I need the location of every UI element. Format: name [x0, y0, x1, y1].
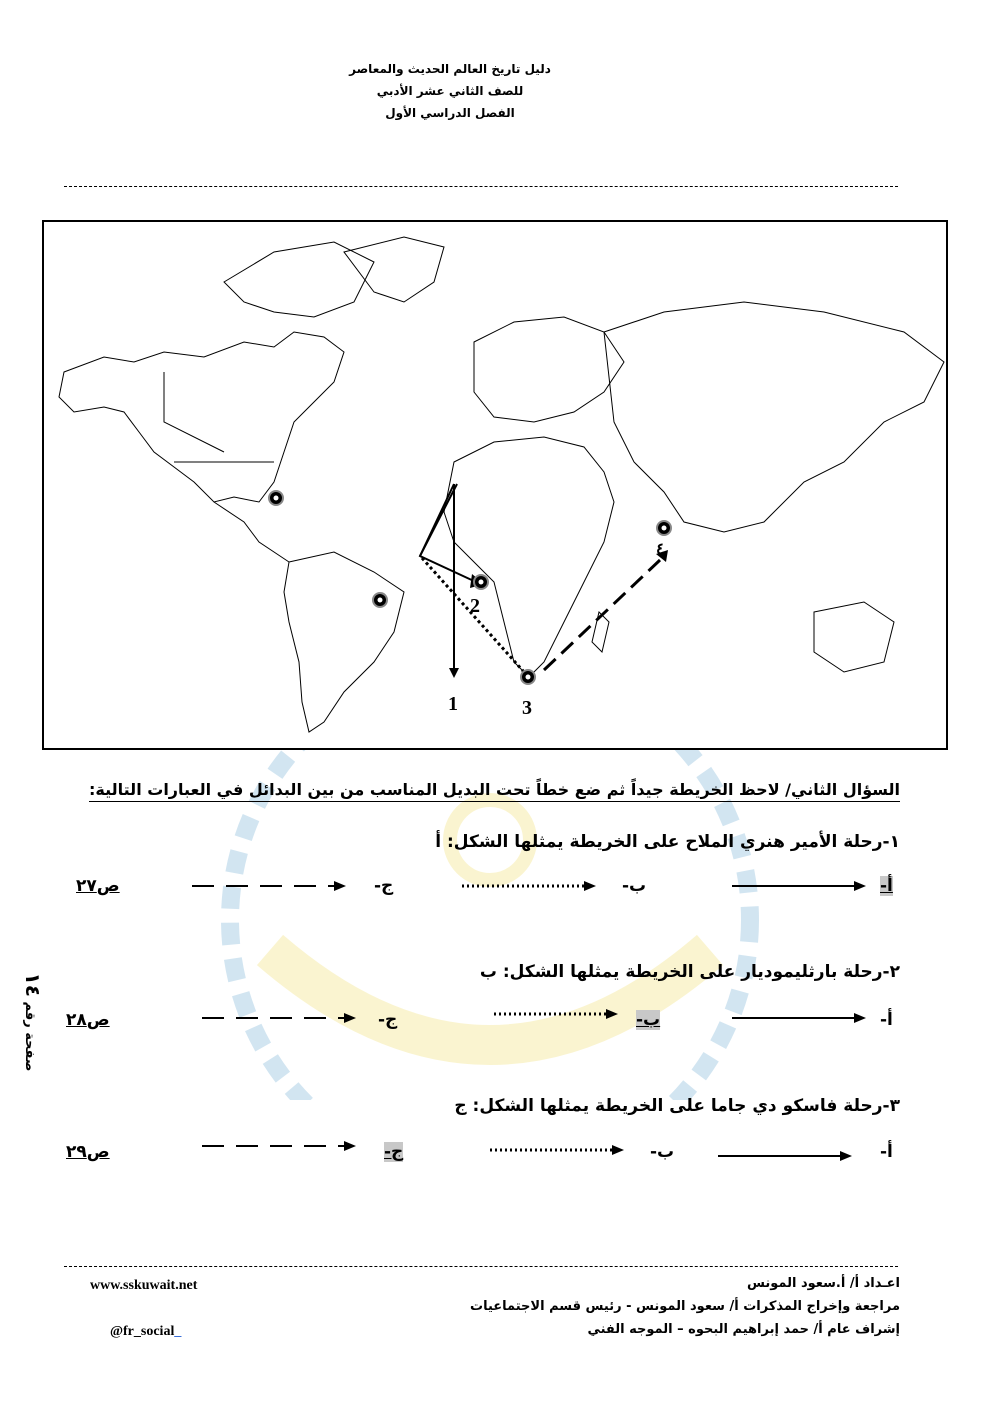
route-4: [544, 550, 668, 670]
europe-outline: [474, 317, 624, 422]
item-2-dotted-arrow: [492, 1004, 622, 1024]
header-line-3: الفصل الدراسي الأول: [385, 106, 515, 120]
side-page-number: [8, 970, 48, 1080]
item-3-option-c[interactable]: ج-: [384, 1142, 404, 1162]
map-label-2: 2: [470, 595, 480, 617]
footer-social[interactable]: [110, 1324, 181, 1340]
world-map-drawing: [44, 222, 946, 748]
item-3-solid-arrow: [716, 1146, 856, 1166]
item-2-option-a[interactable]: أ-: [880, 1010, 893, 1030]
item-2-page-ref: ص٢٨: [66, 1010, 110, 1030]
item-2-solid-arrow: [730, 1008, 870, 1028]
footer-social-handle: @fr_social: [110, 1324, 175, 1339]
header-line-1: دليل تاريخ العالم الحديث والمعاصر: [349, 62, 551, 76]
item-3-dotted-arrow: [488, 1140, 628, 1160]
item-3-option-a[interactable]: أ-: [880, 1142, 893, 1162]
map-label-3: 3: [522, 697, 532, 719]
side-page-value: ١٤: [21, 972, 45, 997]
africa-outline: [444, 437, 614, 677]
item-3-option-b[interactable]: ب-: [650, 1142, 675, 1162]
item-1-option-b[interactable]: ب-: [622, 876, 647, 896]
map-label-1: 1: [448, 693, 458, 715]
item-1-option-a[interactable]: أ-: [880, 876, 893, 896]
question-item-1: ١-رحلة الأمير هنري الملاح على الخريطة يمثلها الشكل: أ: [435, 832, 900, 852]
side-page-label: صفحة رقم: [22, 1001, 37, 1072]
footer-supervision: إشراف عام أ/ حمد إبراهيم البحوه – الموجه الفني: [587, 1322, 900, 1337]
south-america-outline: [284, 552, 404, 732]
route-1: [449, 484, 459, 678]
item-2-dashed-arrow: [200, 1008, 360, 1028]
item-1-option-c[interactable]: ج-: [374, 876, 394, 896]
header-line-2: للصف الثاني عشر الأدبي: [376, 84, 524, 98]
item-1-dotted-arrow: [460, 876, 600, 896]
item-1-page-ref: ص٢٧: [76, 876, 120, 896]
north-america-outline: [59, 332, 344, 502]
watermark-logo: [150, 720, 830, 1100]
world-map: [42, 220, 948, 750]
item-1-dashed-arrow: [190, 876, 350, 896]
footer-review: مراجعة وإخراج المذكرات أ/ سعود المونس - رئيس قسم الاجتماعيات: [470, 1299, 900, 1314]
footer-prepared: اعـداد أ/ أ.سعود المونس: [747, 1276, 900, 1291]
footer-website[interactable]: www.sskuwait.net: [90, 1278, 198, 1293]
item-1-solid-arrow: [730, 876, 870, 896]
item-2-option-b[interactable]: ب-: [636, 1010, 661, 1030]
asia-outline: [604, 302, 944, 532]
item-2-option-c[interactable]: ج-: [378, 1010, 398, 1030]
question-item-3: ٣-رحلة فاسكو دي جاما على الخريطة يمثلها الشكل: ج: [454, 1096, 900, 1116]
header-divider: [64, 186, 898, 187]
question-item-2: ٢-رحلة بارثليموديار على الخريطة يمثلها الشكل: ب: [479, 962, 900, 982]
map-label-4: ٤: [656, 541, 665, 558]
footer-divider: [64, 1266, 898, 1267]
question-title: السؤال الثاني/ لاحظ الخريطة جيداً ثم ضع خطاً تحت البديل المناسب من بين البدائل في العبارات التالية:: [89, 780, 900, 802]
item-3-dashed-arrow: [200, 1136, 360, 1156]
footer-social-underscore: _: [174, 1324, 182, 1339]
item-3-page-ref: ص٢٩: [66, 1142, 110, 1162]
